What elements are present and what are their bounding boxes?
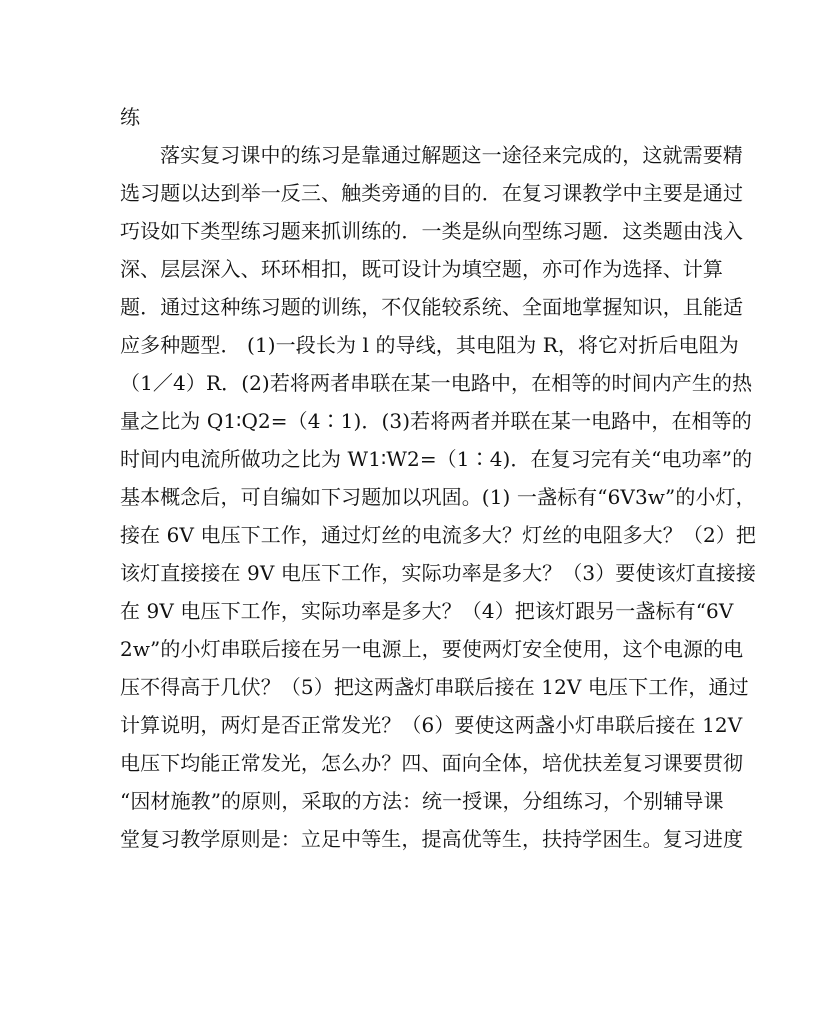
- text-line: “因材施教”的原则，采取的方法：统一授课，分组练习，个别辅导课: [120, 789, 724, 813]
- text-line: 应多种题型． (1)一段长为 l 的导线，其电阻为 R，将它对折后电阻为: [120, 333, 739, 357]
- text-line: 2w”的小灯串联后接在另一电源上，要使两灯安全使用，这个电源的电: [120, 637, 744, 661]
- text-line: 基本概念后，可自编如下习题加以巩固。(1) 一盏标有“6V3w”的小灯，: [120, 485, 756, 509]
- text-line: 落实复习课中的练习是靠通过解题这一途径来完成的，这就需要精: [160, 143, 743, 167]
- text-line: 堂复习教学原则是：立足中等生，提高优等生，扶持学困生。复习进度: [120, 827, 744, 851]
- body-text: [120, 98, 757, 858]
- text-line: 题．通过这种练习题的训练，不仅能较系统、全面地掌握知识，且能适: [120, 295, 744, 319]
- text-line: 巧设如下类型练习题来抓训练的．一类是纵向型练习题．这类题由浅入: [120, 219, 744, 243]
- text-line: 选习题以达到举一反三、触类旁通的目的．在复习课教学中主要是通过: [120, 181, 744, 205]
- text-line: 深、层层深入、环环相扣，既可设计为填空题，亦可作为选择、计算: [120, 257, 723, 281]
- text-line: 该灯直接接在 9V 电压下工作，实际功率是多大？（3）要使该灯直接接: [120, 561, 757, 585]
- text-line: 练: [120, 105, 141, 129]
- text-line: 计算说明，两灯是否正常发光？（6）要使这两盏小灯串联后接在 12V: [120, 713, 743, 737]
- text-line: 量之比为 Q1∶Q2=（4∶1)．(3)若将两者并联在某一电路中，在相等的: [120, 409, 752, 433]
- text-line: 接在 6V 电压下工作，通过灯丝的电流多大？灯丝的电阻多大？（2）把: [120, 523, 757, 547]
- text-line: 电压下均能正常发光，怎么办？四、面向全体，培优扶差复习课要贯彻: [120, 751, 744, 775]
- text-line: （1／4）R．(2)若将两者串联在某一电路中，在相等的时间内产生的热: [120, 371, 753, 395]
- text-line: 在 9V 电压下工作，实际功率是多大？（4）把该灯跟另一盏标有“6V: [120, 599, 734, 623]
- text-line: 时间内电流所做功之比为 W1∶W2=（1∶4)．在复习完有关“电功率”的: [120, 447, 753, 471]
- text-line: 压不得高于几伏？（5）把这两盏灯串联后接在 12V 电压下工作，通过: [120, 675, 749, 699]
